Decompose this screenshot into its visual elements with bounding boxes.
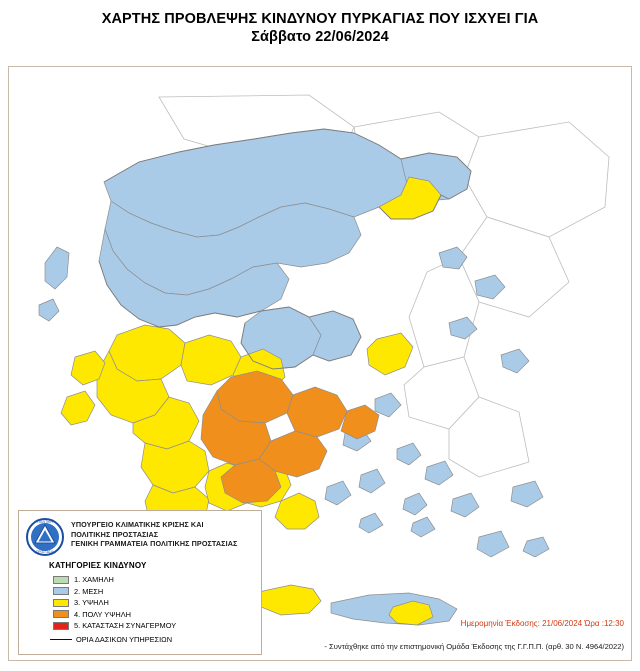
legend-items (53, 574, 253, 645)
legend-item-medium (53, 586, 253, 597)
title-line-1: ΧΑΡΤΗΣ ΠΡΟΒΛΕΨΗΣ ΚΙΝΔΥΝΟΥ ΠΥΡΚΑΓΙΑΣ ΠΟΥ ΙΣΧΥΕΙ ΓΙΑ (101, 11, 539, 27)
ministry-line-3: ΓΕΝΙΚΗ ΓΡΑΜΜΑΤΕΙΑ ΠΟΛΙΤΙΚΗΣ ΠΡΟΣΤΑΣΙΑΣ (71, 539, 238, 549)
svg-text:ΠΡΟΣΤΑΣΙΑ: ΠΡΟΣΤΑΣΙΑ (36, 550, 54, 554)
page-title (0, 10, 640, 46)
legend-item-alert (53, 620, 253, 631)
credit-note: - Συντάχθηκε από την επιστημονική Ομάδα Έκδοσης της Γ.Γ.Π.Π. (αρθ. 30 Ν. 4964/2022) (324, 642, 624, 651)
legend-swatch-medium (53, 587, 69, 595)
legend-label-boundary: ΟΡΙΑ ΔΑΣΙΚΩΝ ΥΠΗΡΕΣΙΩΝ (76, 634, 173, 644)
legend-item-high (53, 597, 253, 608)
map-frame (8, 66, 632, 661)
legend-item-very-high (53, 609, 253, 620)
legend-swatch-alert (53, 622, 69, 630)
legend-label-medium: 2. ΜΕΣΗ (74, 586, 104, 596)
legend-label-very-high: 4. ΠΟΛΥ ΥΨΗΛΗ (74, 609, 131, 619)
legend-label-low: 1. ΧΑΜΗΛΗ (74, 575, 114, 584)
title-line-2: Σάββατο 22/06/2024 (251, 29, 389, 46)
legend-item-boundary (53, 633, 253, 645)
civil-protection-logo-icon (25, 517, 65, 557)
ministry-line-2: ΠΟΛΙΤΙΚΗΣ ΠΡΟΣΤΑΣΙΑΣ (71, 529, 159, 539)
legend-header (19, 511, 261, 557)
forest-service-boundary-line-icon (50, 639, 72, 640)
legend-item-low (53, 574, 253, 585)
legend-title: ΚΑΤΗΓΟΡΙΕΣ ΚΙΝΔΥΝΟΥ (49, 561, 147, 570)
ministry-line-1: ΥΠΟΥΡΓΕΙΟ ΚΛΙΜΑΤΙΚΗΣ ΚΡΙΣΗΣ ΚΑΙ (71, 520, 204, 529)
legend-swatch-very-high (53, 610, 69, 618)
legend-swatch-high (53, 599, 69, 607)
legend-swatch-low (53, 576, 69, 584)
issue-date-note: Ημερομηνία Έκδοσης: 21/06/2024 Ώρα :12:30 (460, 619, 624, 628)
legend-label-high: 3. ΥΨΗΛΗ (74, 598, 109, 607)
legend-label-alert: 5. ΚΑΤΑΣΤΑΣΗ ΣΥΝΑΓΕΡΜΟΥ (74, 621, 177, 630)
legend-box (18, 510, 262, 655)
svg-text:ΠΟΛΙΤΙΚΗ: ΠΟΛΙΤΙΚΗ (37, 520, 53, 524)
ministry-name (71, 520, 237, 549)
